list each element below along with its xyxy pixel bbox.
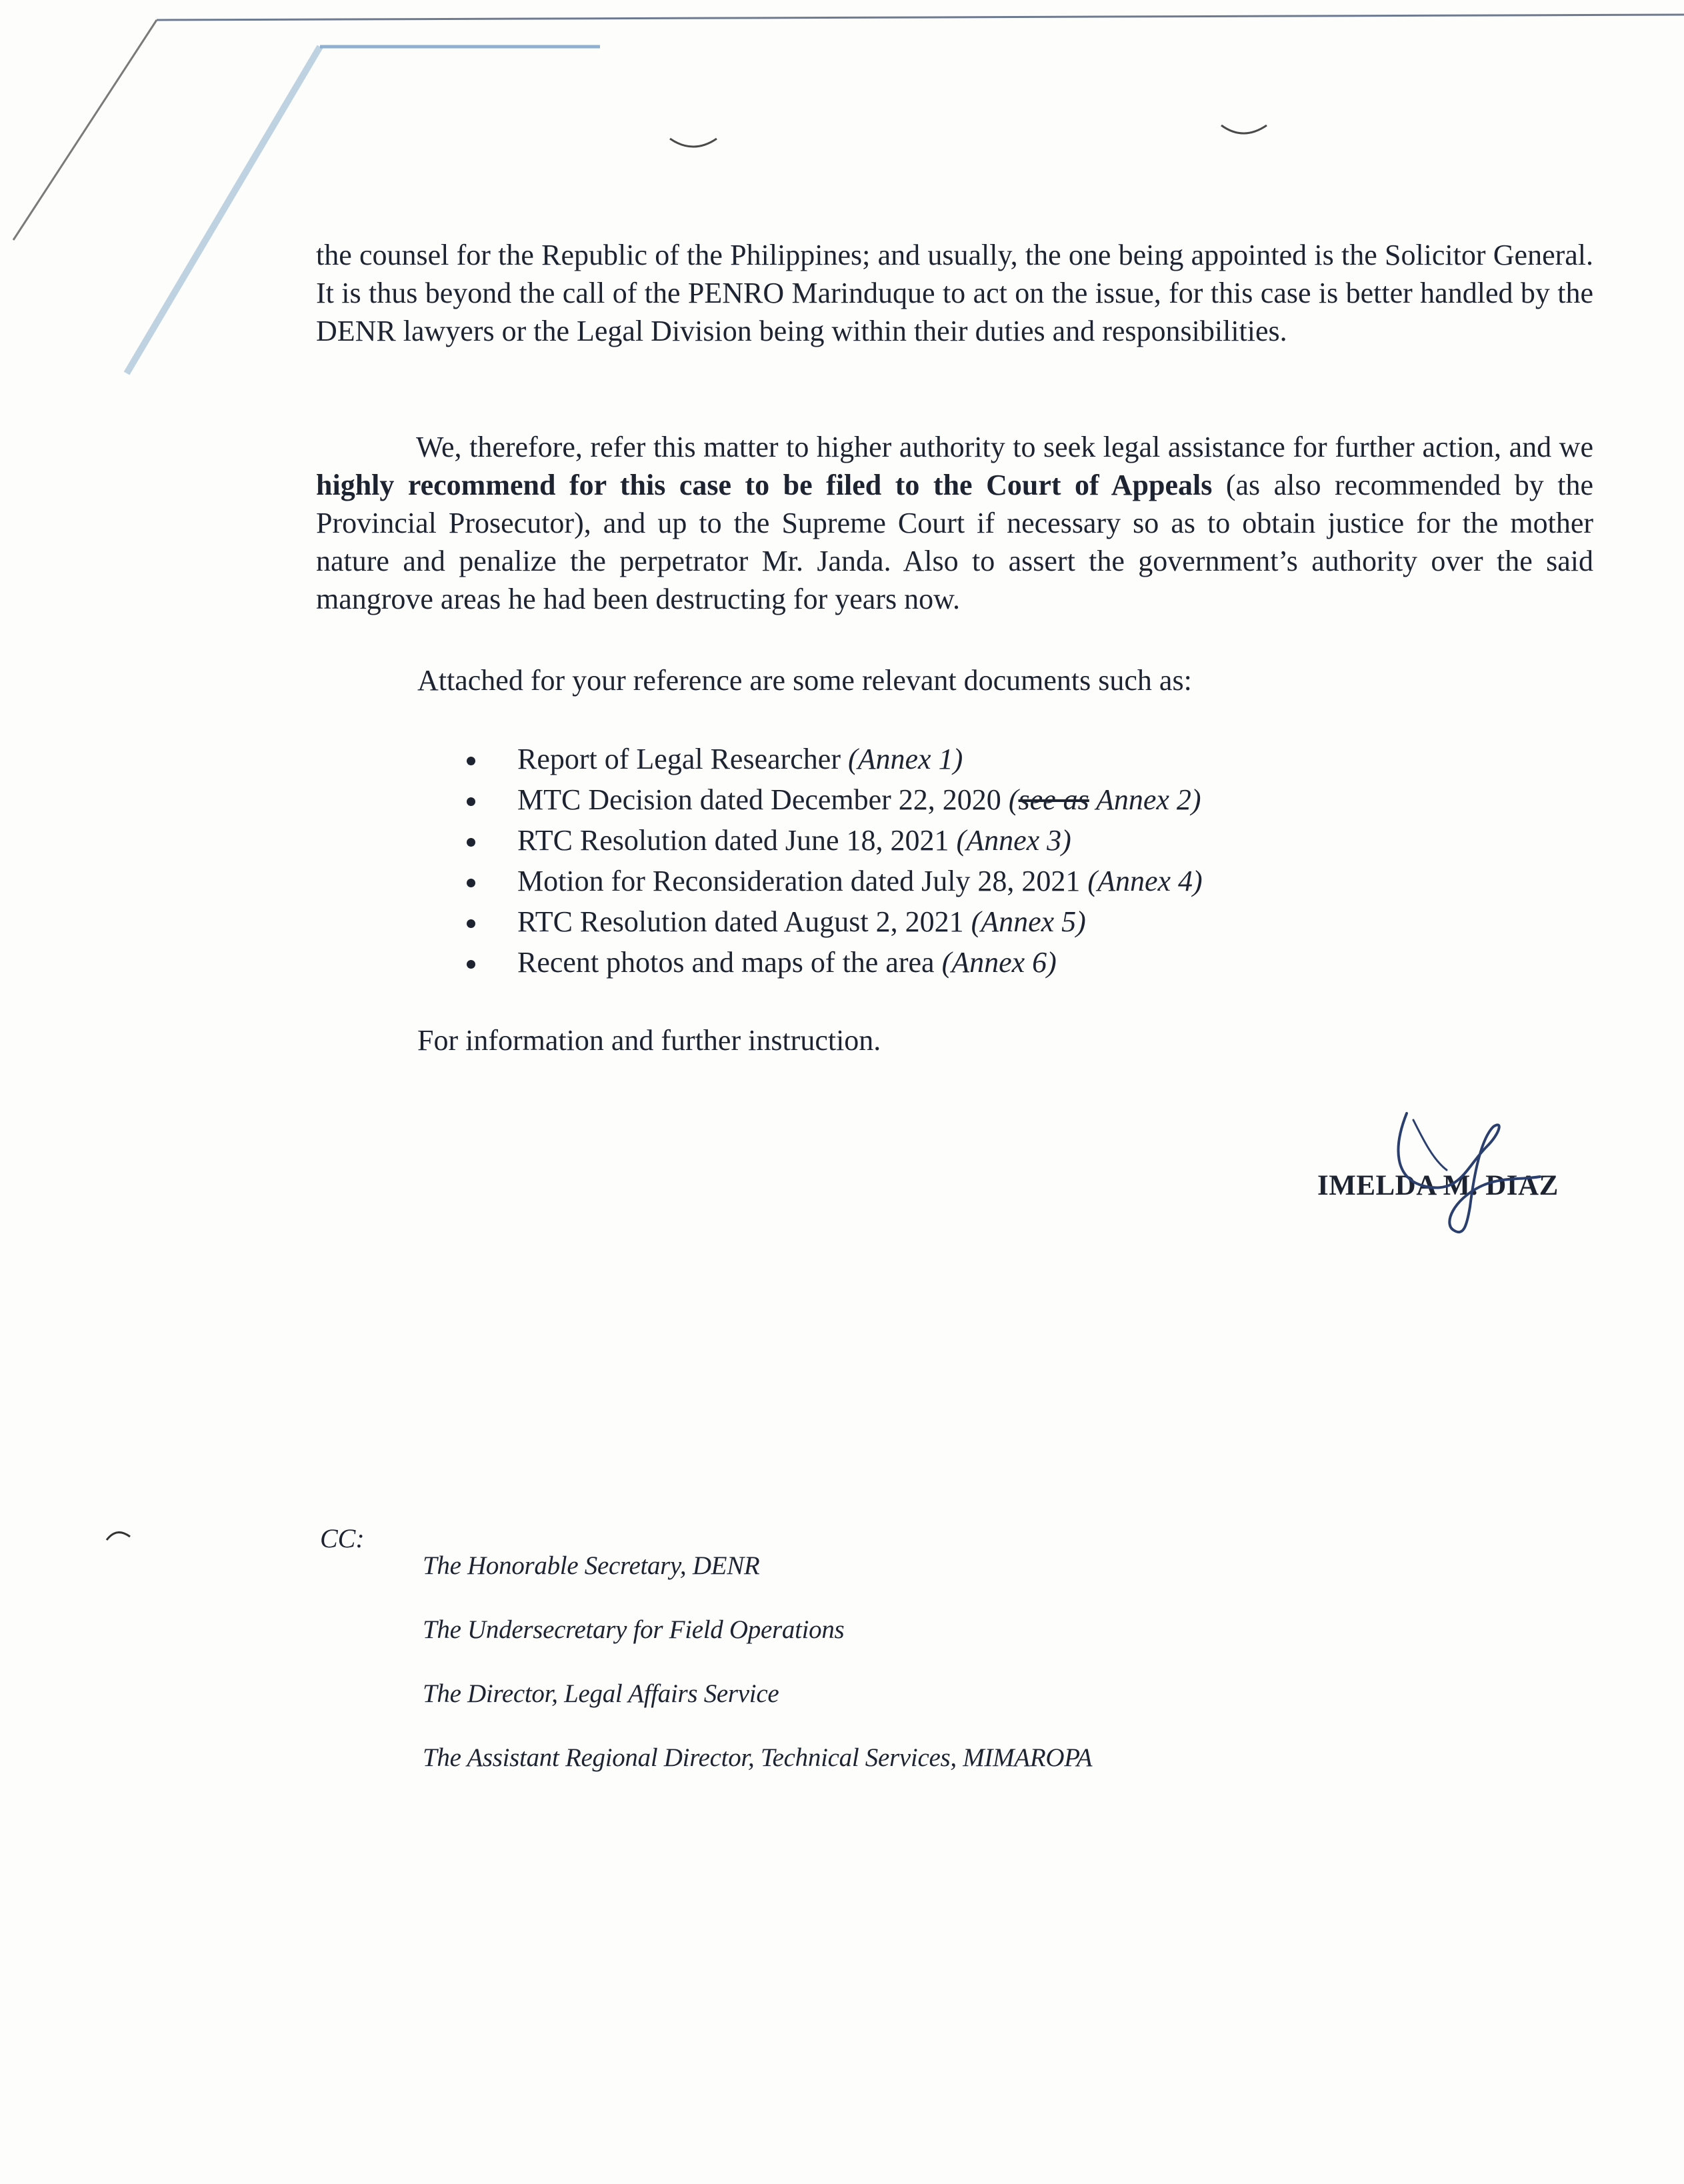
punch-mark-left xyxy=(670,139,717,147)
recommendation-text-1: We, therefore, refer this matter to higher authority to seek legal assistance for further action, and we xyxy=(416,431,1593,463)
cc-recipient: The Assistant Regional Director, Technical Services, MIMAROPA xyxy=(423,1743,1093,1772)
attachment-item: RTC Resolution dated August 2, 2021 (Annex 5) xyxy=(467,901,1203,942)
closing-line: For information and further instruction. xyxy=(417,1024,881,1057)
cc-label: CC: xyxy=(320,1523,365,1553)
cc-recipient: The Undersecretary for Field Operations xyxy=(423,1615,845,1644)
paragraph-recommendation xyxy=(316,428,1593,618)
attachment-item: Motion for Reconsideration dated July 28, 2021 (Annex 4) xyxy=(467,861,1203,901)
recommendation-bold-text: highly recommend for this case to be filed to the Court of Appeals xyxy=(316,469,1213,501)
recommendation-text-2: (as also recommended by the Provincial Prosecutor), and up to the Supreme Court if necessary so as to obtain justice for the mother nature and penalize the perpetrator Mr. Janda. Also to assert the government’s authority over the said mangrove areas he had been destructing for years now. xyxy=(316,469,1593,615)
attachment-list xyxy=(467,739,1203,983)
signatory-name: IMELDA M. DIAZ xyxy=(1317,1170,1559,1201)
attachment-item: RTC Resolution dated June 18, 2021 (Annex 3) xyxy=(467,820,1203,861)
blue-fold-diagonal xyxy=(127,47,320,373)
attached-intro: Attached for your reference are some relevant documents such as: xyxy=(417,664,1192,697)
stray-mark xyxy=(107,1533,130,1540)
attachment-item: MTC Decision dated December 22, 2020 (see as Annex 2) xyxy=(467,779,1203,820)
handwritten-signature xyxy=(1387,1107,1560,1240)
cc-recipient: The Honorable Secretary, DENR xyxy=(423,1551,760,1580)
fold-edge-line xyxy=(157,15,1684,20)
attachment-item: Report of Legal Researcher (Annex 1) xyxy=(467,739,1203,779)
attachment-item: Recent photos and maps of the area (Annex 6) xyxy=(467,942,1203,983)
punch-mark-right xyxy=(1221,125,1267,133)
cc-recipient: The Director, Legal Affairs Service xyxy=(423,1679,779,1708)
struck-text: see as xyxy=(1018,783,1089,816)
paragraph-counsel: the counsel for the Republic of the Philippines; and usually, the one being appointed is the Solicitor General. It is thus beyond the call of the PENRO Marinduque to act on the issue, for this case is better handled by the DENR lawyers or the Legal Division being within their duties and responsibilities. xyxy=(316,239,1593,347)
fold-diagonal-line xyxy=(13,20,157,240)
